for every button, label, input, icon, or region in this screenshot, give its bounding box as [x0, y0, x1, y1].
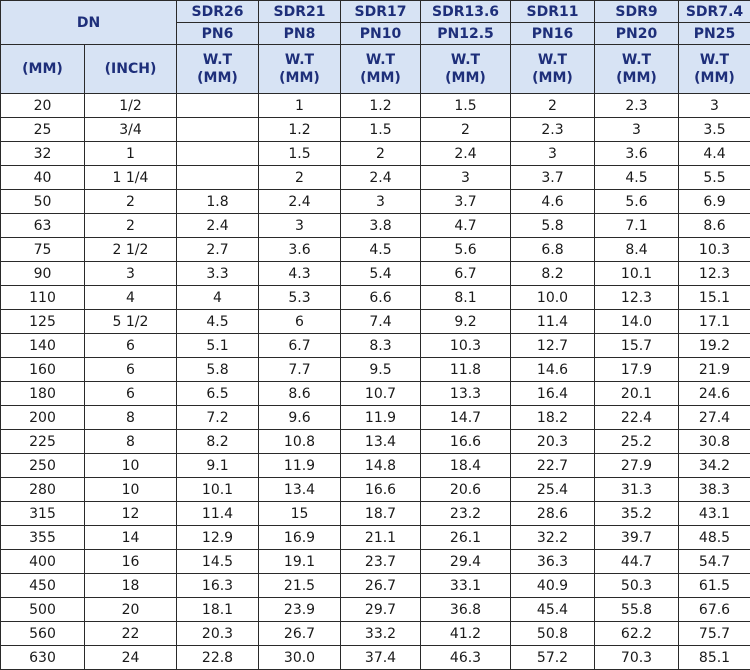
- dn-mm-cell: 63: [1, 214, 85, 238]
- wall-thickness-cell: 3: [595, 118, 679, 142]
- wall-thickness-cell: 39.7: [595, 526, 679, 550]
- dn-inch-cell: 1 1/4: [85, 166, 177, 190]
- wall-thickness-cell: 4: [177, 286, 259, 310]
- table-row: [1, 550, 750, 574]
- table-row: [1, 526, 750, 550]
- wt-label: W.T: [259, 51, 340, 69]
- wall-thickness-cell: 6.7: [421, 262, 511, 286]
- wall-thickness-cell: 41.2: [421, 622, 511, 646]
- wall-thickness-cell: 27.9: [595, 454, 679, 478]
- wall-thickness-cell: 10.1: [177, 478, 259, 502]
- wall-thickness-cell: 2: [341, 142, 421, 166]
- wall-thickness-cell: 12.3: [679, 262, 750, 286]
- wall-thickness-cell: 14.7: [421, 406, 511, 430]
- dn-mm-cell: 315: [1, 502, 85, 526]
- wall-thickness-cell: 46.3: [421, 646, 511, 670]
- wall-thickness-cell: 4.5: [341, 238, 421, 262]
- wall-thickness-cell: 29.7: [341, 598, 421, 622]
- wall-thickness-cell: 13.4: [341, 430, 421, 454]
- wt-label: W.T: [511, 51, 594, 69]
- wall-thickness-cell: 10.0: [511, 286, 595, 310]
- wall-thickness-cell: 13.3: [421, 382, 511, 406]
- wt-header: [595, 45, 679, 94]
- wall-thickness-cell: 7.2: [177, 406, 259, 430]
- wall-thickness-cell: 30.8: [679, 430, 750, 454]
- wall-thickness-cell: 18.4: [421, 454, 511, 478]
- wall-thickness-cell: 9.1: [177, 454, 259, 478]
- wall-thickness-cell: 5.8: [511, 214, 595, 238]
- wall-thickness-cell: 8.1: [421, 286, 511, 310]
- wall-thickness-cell: 33.2: [341, 622, 421, 646]
- dn-mm-cell: 500: [1, 598, 85, 622]
- dn-inch-cell: 2: [85, 190, 177, 214]
- sdr-header: SDR9: [595, 1, 679, 23]
- wall-thickness-cell: 3.6: [259, 238, 341, 262]
- wall-thickness-cell: 4.6: [511, 190, 595, 214]
- wall-thickness-cell: 30.0: [259, 646, 341, 670]
- wall-thickness-cell: 11.8: [421, 358, 511, 382]
- wall-thickness-cell: 5.1: [177, 334, 259, 358]
- table-row: [1, 286, 750, 310]
- wall-thickness-cell: 5.4: [341, 262, 421, 286]
- wall-thickness-cell: 13.4: [259, 478, 341, 502]
- table-row: [1, 310, 750, 334]
- wall-thickness-cell: 1.5: [259, 142, 341, 166]
- dn-inch-cell: 14: [85, 526, 177, 550]
- wall-thickness-cell: 19.1: [259, 550, 341, 574]
- wall-thickness-cell: 24.6: [679, 382, 750, 406]
- wall-thickness-cell: 15.7: [595, 334, 679, 358]
- wall-thickness-cell: 14.8: [341, 454, 421, 478]
- table-row: [1, 118, 750, 142]
- pn-header: PN20: [595, 23, 679, 45]
- pn-header: PN12.5: [421, 23, 511, 45]
- wall-thickness-cell: 5.6: [421, 238, 511, 262]
- wall-thickness-cell: 48.5: [679, 526, 750, 550]
- wall-thickness-cell: 18.7: [341, 502, 421, 526]
- wall-thickness-cell: 10.3: [421, 334, 511, 358]
- wall-thickness-cell: 8.2: [511, 262, 595, 286]
- wall-thickness-cell: 16.6: [341, 478, 421, 502]
- mm-header: (MM): [1, 45, 85, 94]
- wall-thickness-cell: 5.6: [595, 190, 679, 214]
- wall-thickness-cell: 4.4: [679, 142, 750, 166]
- wall-thickness-cell: 54.7: [679, 550, 750, 574]
- dn-mm-cell: 90: [1, 262, 85, 286]
- wall-thickness-cell: 4.3: [259, 262, 341, 286]
- wall-thickness-cell: 2.4: [177, 214, 259, 238]
- table-row: [1, 598, 750, 622]
- wall-thickness-cell: 1.2: [341, 94, 421, 118]
- wall-thickness-cell: 23.2: [421, 502, 511, 526]
- wall-thickness-cell: 21.1: [341, 526, 421, 550]
- dn-inch-cell: 24: [85, 646, 177, 670]
- table-row: [1, 646, 750, 670]
- wall-thickness-cell: 62.2: [595, 622, 679, 646]
- wall-thickness-cell: 20.6: [421, 478, 511, 502]
- wall-thickness-cell: [177, 94, 259, 118]
- wall-thickness-cell: 3: [259, 214, 341, 238]
- dn-mm-cell: 125: [1, 310, 85, 334]
- wt-label: W.T: [595, 51, 678, 69]
- wall-thickness-cell: 10.3: [679, 238, 750, 262]
- sdr-header: SDR13.6: [421, 1, 511, 23]
- wt-label: W.T: [421, 51, 510, 69]
- wall-thickness-cell: 16.6: [421, 430, 511, 454]
- wall-thickness-cell: 35.2: [595, 502, 679, 526]
- wall-thickness-cell: 33.1: [421, 574, 511, 598]
- pn-header: PN6: [177, 23, 259, 45]
- dn-inch-cell: 4: [85, 286, 177, 310]
- table-header: [1, 1, 750, 94]
- wall-thickness-cell: 55.8: [595, 598, 679, 622]
- dn-inch-cell: 18: [85, 574, 177, 598]
- wall-thickness-cell: 12.3: [595, 286, 679, 310]
- wall-thickness-cell: 16.3: [177, 574, 259, 598]
- pn-header: PN10: [341, 23, 421, 45]
- wall-thickness-cell: 15: [259, 502, 341, 526]
- table-row: [1, 142, 750, 166]
- wall-thickness-cell: 67.6: [679, 598, 750, 622]
- wall-thickness-cell: 25.4: [511, 478, 595, 502]
- wall-thickness-cell: 3.7: [511, 166, 595, 190]
- dn-inch-cell: 6: [85, 334, 177, 358]
- wall-thickness-cell: 5.3: [259, 286, 341, 310]
- dn-mm-cell: 280: [1, 478, 85, 502]
- table-row: [1, 94, 750, 118]
- wall-thickness-cell: 31.3: [595, 478, 679, 502]
- wt-unit: (MM): [595, 69, 678, 87]
- dn-header: DN: [1, 1, 177, 45]
- wall-thickness-cell: 9.5: [341, 358, 421, 382]
- wall-thickness-cell: 20.3: [177, 622, 259, 646]
- wall-thickness-cell: 2.4: [421, 142, 511, 166]
- wall-thickness-cell: 10.7: [341, 382, 421, 406]
- wall-thickness-cell: 16.4: [511, 382, 595, 406]
- wall-thickness-cell: 25.2: [595, 430, 679, 454]
- wall-thickness-cell: 9.2: [421, 310, 511, 334]
- wall-thickness-cell: 2.3: [595, 94, 679, 118]
- sdr-header: SDR11: [511, 1, 595, 23]
- wt-unit: (MM): [421, 69, 510, 87]
- wall-thickness-cell: 26.7: [341, 574, 421, 598]
- wall-thickness-cell: 29.4: [421, 550, 511, 574]
- wall-thickness-cell: 38.3: [679, 478, 750, 502]
- wall-thickness-cell: 16.9: [259, 526, 341, 550]
- wall-thickness-cell: 4.5: [177, 310, 259, 334]
- wall-thickness-cell: 22.8: [177, 646, 259, 670]
- wall-thickness-cell: 2.4: [259, 190, 341, 214]
- wall-thickness-cell: 18.1: [177, 598, 259, 622]
- dn-inch-cell: 1: [85, 142, 177, 166]
- wall-thickness-cell: [177, 118, 259, 142]
- wall-thickness-cell: 22.7: [511, 454, 595, 478]
- wall-thickness-cell: 1.5: [421, 94, 511, 118]
- dn-mm-cell: 630: [1, 646, 85, 670]
- wall-thickness-cell: 3.5: [679, 118, 750, 142]
- pn-header: PN25: [679, 23, 750, 45]
- dn-mm-cell: 40: [1, 166, 85, 190]
- wall-thickness-cell: 61.5: [679, 574, 750, 598]
- wt-header: [259, 45, 341, 94]
- dn-inch-cell: 20: [85, 598, 177, 622]
- table-body: [1, 94, 750, 670]
- dn-inch-cell: 1/2: [85, 94, 177, 118]
- inch-header: (INCH): [85, 45, 177, 94]
- wall-thickness-cell: 6.5: [177, 382, 259, 406]
- wall-thickness-cell: 2: [511, 94, 595, 118]
- dn-mm-cell: 140: [1, 334, 85, 358]
- wall-thickness-cell: 20.1: [595, 382, 679, 406]
- dn-inch-cell: 6: [85, 358, 177, 382]
- dn-mm-cell: 250: [1, 454, 85, 478]
- wt-header: [341, 45, 421, 94]
- wall-thickness-cell: 23.9: [259, 598, 341, 622]
- dn-inch-cell: 6: [85, 382, 177, 406]
- wall-thickness-cell: 28.6: [511, 502, 595, 526]
- wall-thickness-cell: 3: [341, 190, 421, 214]
- dn-mm-cell: 225: [1, 430, 85, 454]
- wt-unit: (MM): [511, 69, 594, 87]
- wall-thickness-cell: 3: [421, 166, 511, 190]
- wall-thickness-cell: 8.4: [595, 238, 679, 262]
- wall-thickness-cell: 4.5: [595, 166, 679, 190]
- dn-inch-cell: 8: [85, 406, 177, 430]
- wall-thickness-cell: 5.8: [177, 358, 259, 382]
- pn-header: PN8: [259, 23, 341, 45]
- sdr-header: SDR26: [177, 1, 259, 23]
- table-row: [1, 502, 750, 526]
- sdr-header: SDR7.4: [679, 1, 750, 23]
- wall-thickness-cell: 37.4: [341, 646, 421, 670]
- wall-thickness-cell: 19.2: [679, 334, 750, 358]
- sdr-header: SDR21: [259, 1, 341, 23]
- wall-thickness-cell: 15.1: [679, 286, 750, 310]
- wall-thickness-cell: 8.6: [259, 382, 341, 406]
- dn-inch-cell: 2: [85, 214, 177, 238]
- wt-unit: (MM): [679, 69, 750, 87]
- dn-inch-cell: 16: [85, 550, 177, 574]
- dn-mm-cell: 400: [1, 550, 85, 574]
- wall-thickness-cell: 11.4: [177, 502, 259, 526]
- wall-thickness-cell: 10.8: [259, 430, 341, 454]
- wall-thickness-cell: 3.8: [341, 214, 421, 238]
- wall-thickness-cell: 1.5: [341, 118, 421, 142]
- dn-mm-cell: 560: [1, 622, 85, 646]
- dn-mm-cell: 110: [1, 286, 85, 310]
- dn-mm-cell: 200: [1, 406, 85, 430]
- wall-thickness-cell: 23.7: [341, 550, 421, 574]
- table-row: [1, 334, 750, 358]
- wall-thickness-cell: 2: [421, 118, 511, 142]
- wall-thickness-cell: 22.4: [595, 406, 679, 430]
- dn-inch-cell: 8: [85, 430, 177, 454]
- dn-inch-cell: 2 1/2: [85, 238, 177, 262]
- wt-unit: (MM): [341, 69, 420, 87]
- wt-unit: (MM): [259, 69, 340, 87]
- wall-thickness-cell: 1.8: [177, 190, 259, 214]
- wall-thickness-cell: 12.7: [511, 334, 595, 358]
- wall-thickness-cell: 14.0: [595, 310, 679, 334]
- wall-thickness-cell: 18.2: [511, 406, 595, 430]
- wall-thickness-cell: 4.7: [421, 214, 511, 238]
- dn-inch-cell: 12: [85, 502, 177, 526]
- wall-thickness-cell: 34.2: [679, 454, 750, 478]
- wall-thickness-cell: 36.3: [511, 550, 595, 574]
- unit-header-row: [1, 45, 750, 94]
- wall-thickness-cell: 26.1: [421, 526, 511, 550]
- wall-thickness-cell: 26.7: [259, 622, 341, 646]
- wt-header: [421, 45, 511, 94]
- wall-thickness-cell: 8.3: [341, 334, 421, 358]
- wall-thickness-cell: 32.2: [511, 526, 595, 550]
- wall-thickness-cell: 14.6: [511, 358, 595, 382]
- wall-thickness-cell: 3.3: [177, 262, 259, 286]
- wall-thickness-cell: 1: [259, 94, 341, 118]
- table-row: [1, 358, 750, 382]
- dn-mm-cell: 450: [1, 574, 85, 598]
- wall-thickness-cell: 3.6: [595, 142, 679, 166]
- wall-thickness-cell: 57.2: [511, 646, 595, 670]
- dn-inch-cell: 10: [85, 454, 177, 478]
- wall-thickness-cell: 9.6: [259, 406, 341, 430]
- wall-thickness-cell: 70.3: [595, 646, 679, 670]
- dn-inch-cell: 10: [85, 478, 177, 502]
- wall-thickness-cell: 3.7: [421, 190, 511, 214]
- dn-inch-cell: 5 1/2: [85, 310, 177, 334]
- wall-thickness-cell: 75.7: [679, 622, 750, 646]
- dn-mm-cell: 50: [1, 190, 85, 214]
- wt-header: [177, 45, 259, 94]
- table-row: [1, 430, 750, 454]
- wall-thickness-cell: 8.6: [679, 214, 750, 238]
- dn-mm-cell: 160: [1, 358, 85, 382]
- pn-header: PN16: [511, 23, 595, 45]
- dn-mm-cell: 180: [1, 382, 85, 406]
- wall-thickness-cell: 5.5: [679, 166, 750, 190]
- wall-thickness-cell: 43.1: [679, 502, 750, 526]
- wall-thickness-cell: 6: [259, 310, 341, 334]
- wall-thickness-cell: 27.4: [679, 406, 750, 430]
- wall-thickness-cell: 36.8: [421, 598, 511, 622]
- wall-thickness-cell: 1.2: [259, 118, 341, 142]
- wall-thickness-cell: 12.9: [177, 526, 259, 550]
- dn-inch-cell: 3: [85, 262, 177, 286]
- table-row: [1, 406, 750, 430]
- wall-thickness-cell: 11.9: [341, 406, 421, 430]
- wt-header: [679, 45, 750, 94]
- wall-thickness-cell: 2.7: [177, 238, 259, 262]
- table-row: [1, 214, 750, 238]
- wall-thickness-cell: 7.7: [259, 358, 341, 382]
- wt-unit: (MM): [177, 69, 258, 87]
- wall-thickness-cell: 7.4: [341, 310, 421, 334]
- wall-thickness-cell: 3: [679, 94, 750, 118]
- wall-thickness-cell: 7.1: [595, 214, 679, 238]
- dn-mm-cell: 355: [1, 526, 85, 550]
- wall-thickness-cell: 21.9: [679, 358, 750, 382]
- wall-thickness-cell: [177, 142, 259, 166]
- wall-thickness-cell: 17.1: [679, 310, 750, 334]
- wall-thickness-cell: 17.9: [595, 358, 679, 382]
- wall-thickness-cell: [177, 166, 259, 190]
- wall-thickness-cell: 3: [511, 142, 595, 166]
- wall-thickness-cell: 6.7: [259, 334, 341, 358]
- table-row: [1, 238, 750, 262]
- wall-thickness-cell: 2.4: [341, 166, 421, 190]
- wt-label: W.T: [341, 51, 420, 69]
- dn-mm-cell: 25: [1, 118, 85, 142]
- dn-inch-cell: 3/4: [85, 118, 177, 142]
- wall-thickness-cell: 6.6: [341, 286, 421, 310]
- table-row: [1, 454, 750, 478]
- wt-label: W.T: [679, 51, 750, 69]
- wall-thickness-cell: 2.3: [511, 118, 595, 142]
- wt-label: W.T: [177, 51, 258, 69]
- wt-header: [511, 45, 595, 94]
- wall-thickness-cell: 2: [259, 166, 341, 190]
- dn-mm-cell: 32: [1, 142, 85, 166]
- wall-thickness-cell: 85.1: [679, 646, 750, 670]
- wall-thickness-cell: 10.1: [595, 262, 679, 286]
- dn-inch-cell: 22: [85, 622, 177, 646]
- table-row: [1, 574, 750, 598]
- wall-thickness-cell: 11.4: [511, 310, 595, 334]
- table-row: [1, 166, 750, 190]
- wall-thickness-cell: 20.3: [511, 430, 595, 454]
- dn-mm-cell: 20: [1, 94, 85, 118]
- sdr-header: SDR17: [341, 1, 421, 23]
- sdr-header-row: [1, 1, 750, 23]
- table-row: [1, 262, 750, 286]
- wall-thickness-cell: 44.7: [595, 550, 679, 574]
- wall-thickness-cell: 6.8: [511, 238, 595, 262]
- wall-thickness-cell: 40.9: [511, 574, 595, 598]
- table-row: [1, 478, 750, 502]
- wall-thickness-cell: 45.4: [511, 598, 595, 622]
- wall-thickness-cell: 50.8: [511, 622, 595, 646]
- table-row: [1, 382, 750, 406]
- wall-thickness-cell: 14.5: [177, 550, 259, 574]
- table-row: [1, 190, 750, 214]
- dn-mm-cell: 75: [1, 238, 85, 262]
- wall-thickness-cell: 8.2: [177, 430, 259, 454]
- wall-thickness-cell: 11.9: [259, 454, 341, 478]
- wall-thickness-cell: 21.5: [259, 574, 341, 598]
- table-row: [1, 622, 750, 646]
- wall-thickness-cell: 50.3: [595, 574, 679, 598]
- wall-thickness-cell: 6.9: [679, 190, 750, 214]
